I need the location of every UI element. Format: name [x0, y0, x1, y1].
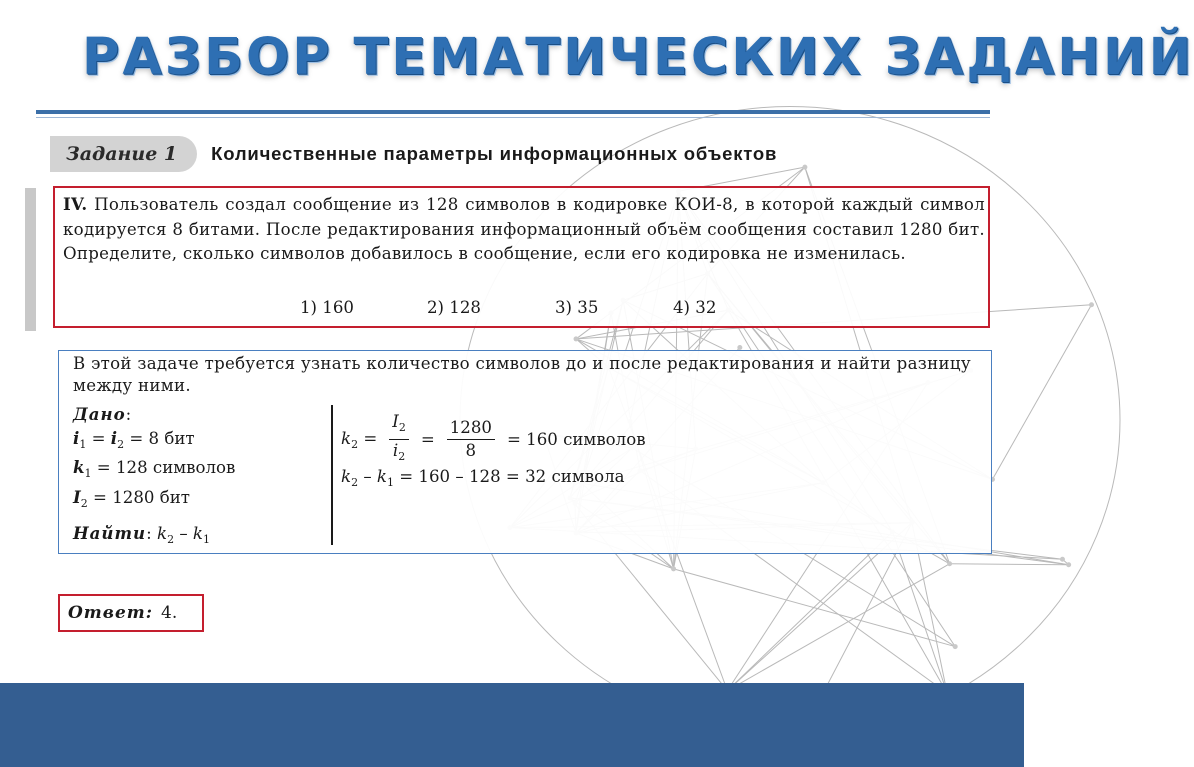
given-label: Дано — [73, 404, 126, 424]
footer-bar — [0, 683, 1024, 767]
solution-box — [58, 350, 992, 554]
page-title: РАЗБОР ТЕМАТИЧЕСКИХ ЗАДАНИЙ — [82, 28, 1194, 87]
problem-text: Пользователь создал сообщение из 128 символов в кодировке КОИ-8, в которой каждый символ кодируется 8 битами. После редактирования информационный объём сообщения составил 1280 бит. Определите, сколько символов добавилось в сообщение, если его кодировка не изменилась. — [63, 195, 985, 263]
problem-number: IV. — [63, 194, 88, 214]
calc2-result: = 160 – 128 = 32 символа — [393, 467, 625, 486]
fraction-numeric: $\frac{1280}{8}$ — [447, 417, 495, 462]
option-1: 1) 160 — [300, 298, 354, 317]
find-label: Найти — [73, 523, 147, 543]
answer-label: Ответ: — [68, 603, 154, 623]
problem-statement — [63, 192, 985, 267]
option-4: 4) 32 — [673, 298, 717, 317]
calc1-result: = 160 символов — [506, 430, 646, 449]
title-underline-thin — [36, 117, 990, 118]
answer-value: 4. — [161, 603, 178, 623]
fraction-symbolic: $\frac{I_2}{i_2}$ — [389, 411, 409, 468]
given-block: Дано: $i_1 = i_2 = 8$ бит $k_1 = 128$ символов $I_2 = 1280$ бит — [73, 403, 235, 515]
option-3: 3) 35 — [555, 298, 599, 317]
answer-options — [55, 298, 988, 324]
given-row: $i_1 = i_2 = 8$ бит — [73, 427, 195, 451]
problem-box — [53, 186, 990, 328]
find-block: Найти: $k_2 - k_1$ — [73, 523, 210, 546]
calculation-2: $k_2 - k_1 = 160 - 128 = 32$ символа — [341, 467, 625, 489]
title-underline — [36, 110, 990, 114]
left-accent-bar — [25, 188, 36, 331]
vertical-divider — [331, 405, 333, 545]
answer-box — [58, 594, 204, 632]
solution-intro: В этой задаче требуется узнать количество символов до и после редактирования и найти разницу между ними. — [73, 354, 971, 395]
calculation-1: $k_2$ = $\frac{I_2}{i_2}$ = $\frac{1280}{8}$ = 160 символов — [341, 411, 646, 468]
task-title: Количественные параметры информационных объектов — [211, 143, 778, 164]
task-header — [50, 136, 777, 172]
given-row: $k_1 = 128$ символов — [73, 457, 236, 480]
option-2: 2) 128 — [427, 298, 481, 317]
task-label: Задание 1 — [50, 136, 197, 172]
given-row: $I_2 = 1280$ бит — [73, 486, 190, 510]
